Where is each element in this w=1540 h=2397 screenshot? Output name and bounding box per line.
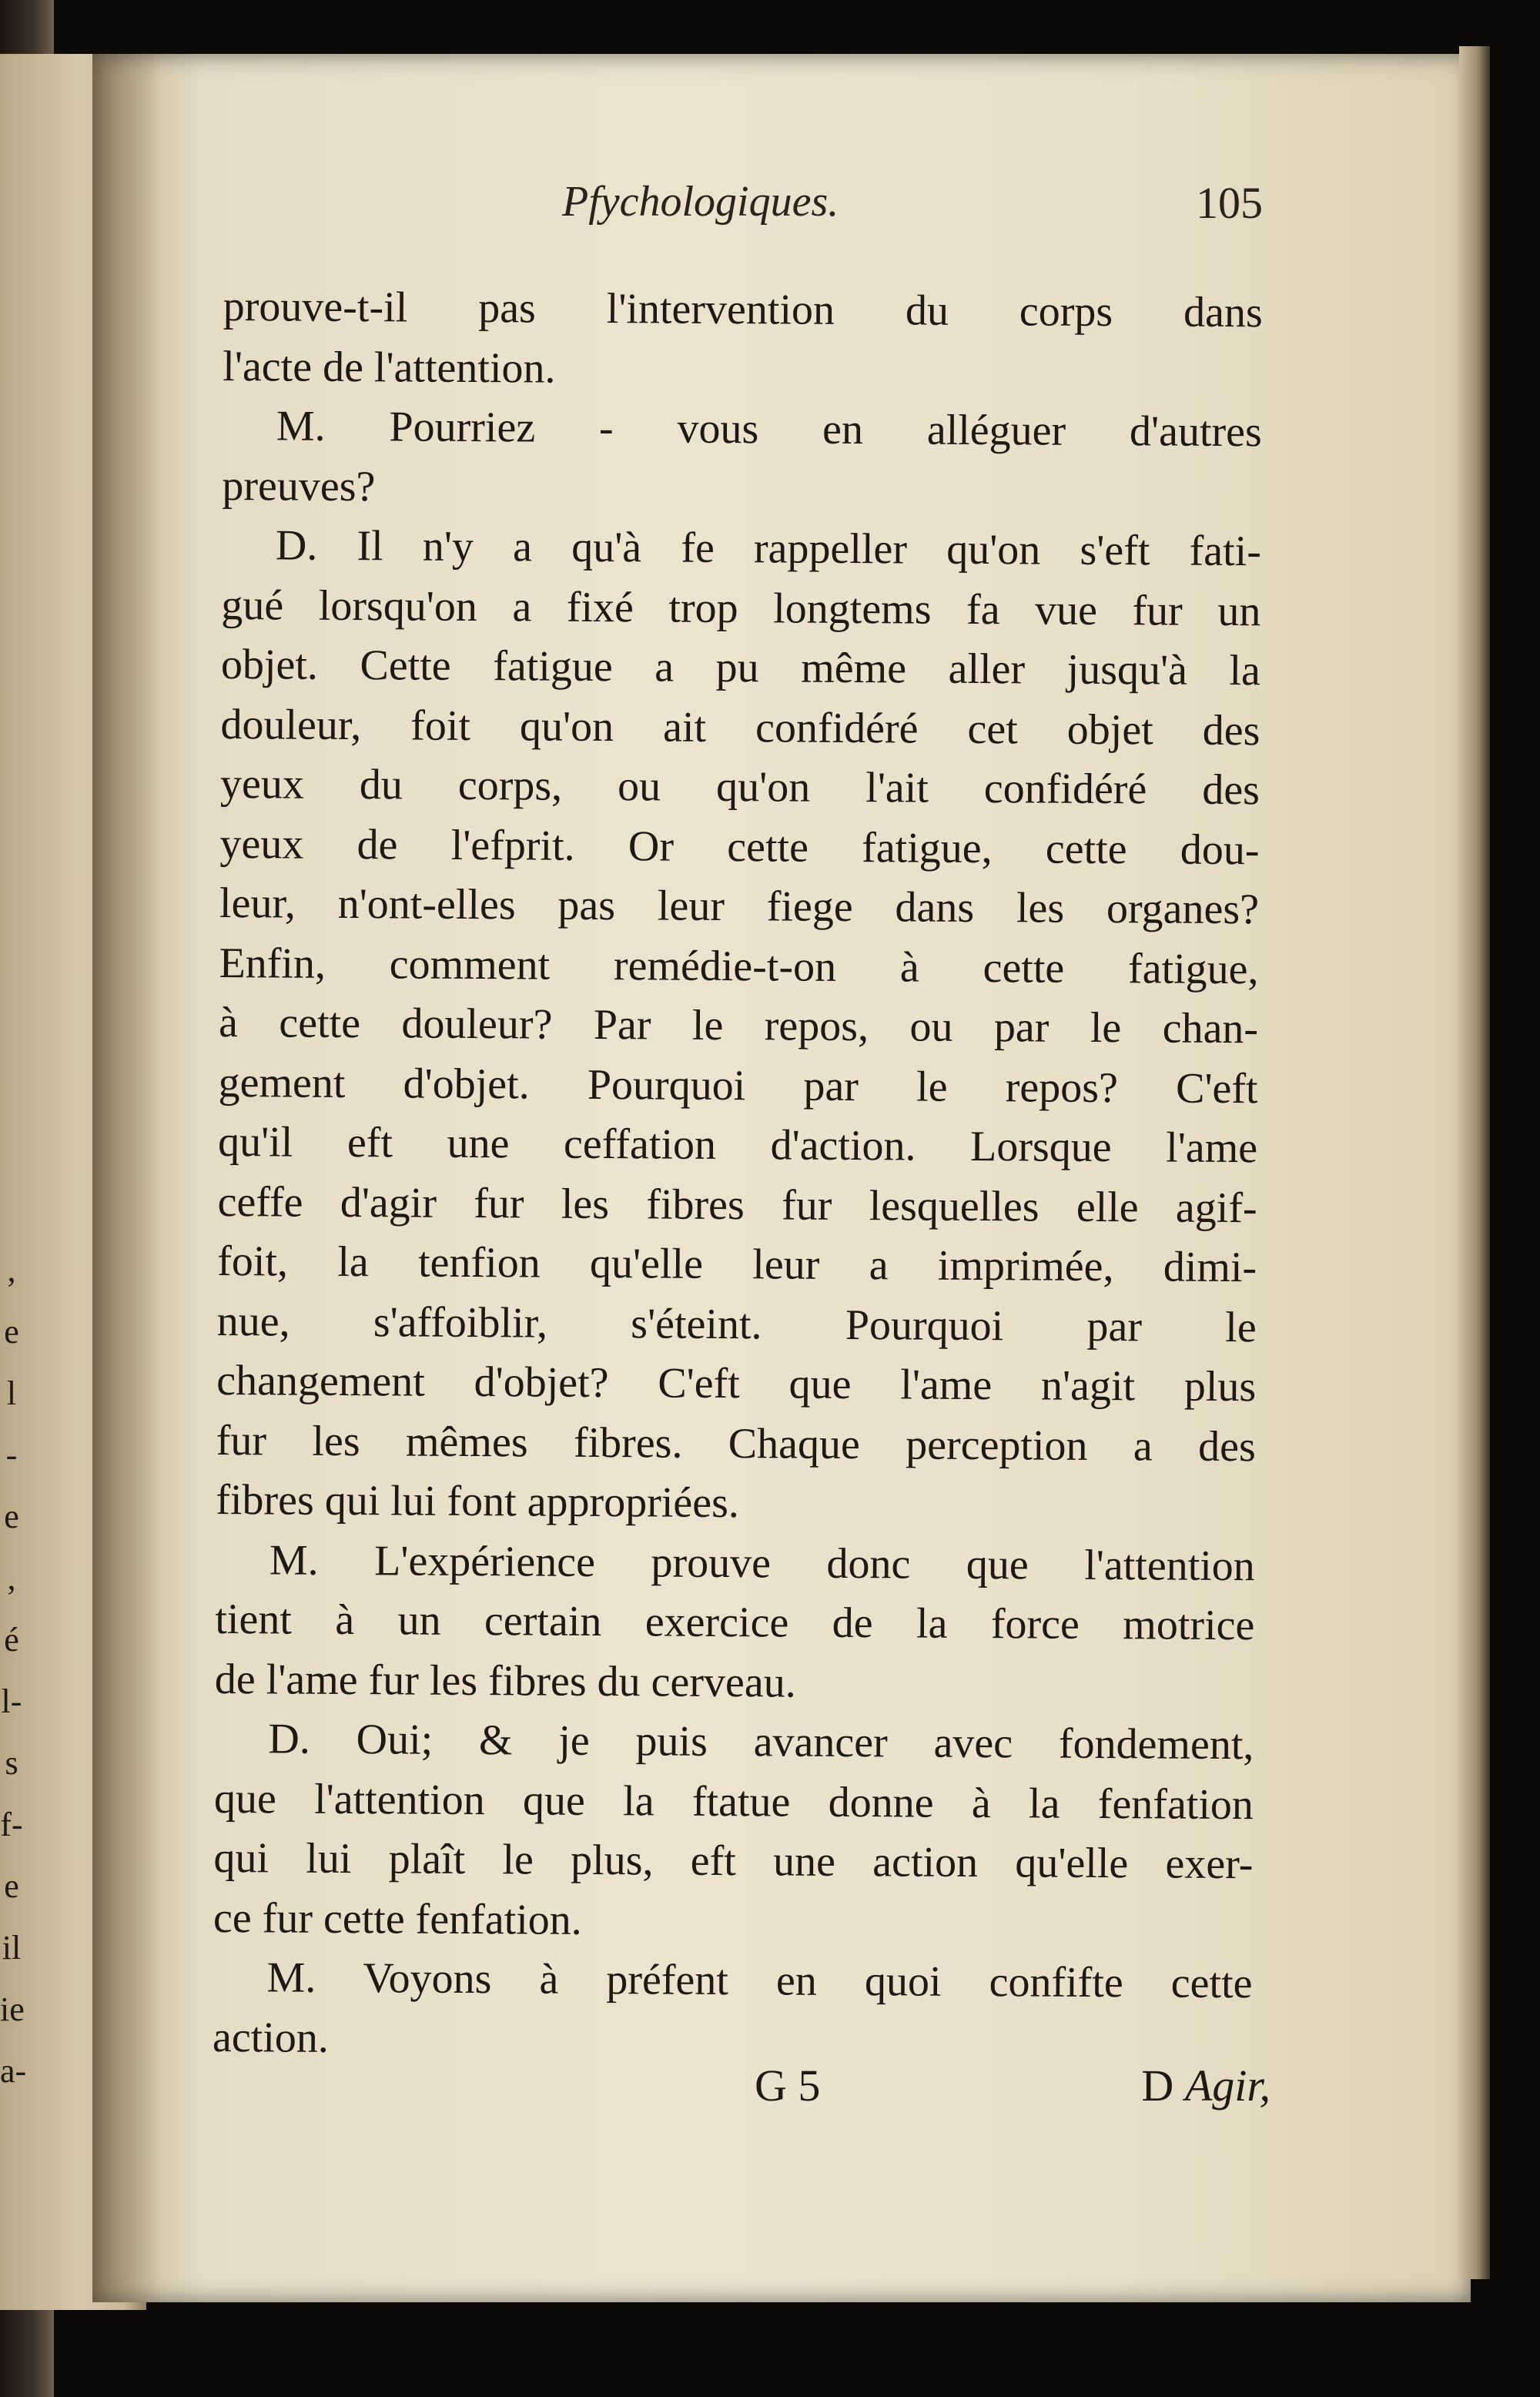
text-line: que l'attention que la ftatue donne à la fenfation — [213, 1774, 1254, 1829]
text-line: gement d'objet. Pourquoi par le repos? C'eft — [218, 1058, 1258, 1113]
text-line: foit, la tenfion qu'elle leur a imprimée, dimi- — [217, 1237, 1257, 1292]
catchword — [1141, 2060, 1270, 2111]
left-page-margin-fragments — [0, 1240, 27, 2102]
text-line: yeux du corps, ou qu'on l'ait confidéré des — [219, 759, 1260, 815]
page-gutter-shadow — [92, 54, 162, 2302]
signature-mark: G 5 — [755, 2061, 821, 2111]
text-line: fur les mêmes fibres. Chaque perception a des — [216, 1416, 1256, 1471]
text-line: douleur, foit qu'on ait confidéré cet objet des — [220, 700, 1260, 755]
margin-fragment: e — [4, 1867, 19, 1905]
page-body-text — [213, 277, 1263, 2074]
margin-fragment: - — [5, 1436, 18, 1474]
text-line: D. Il n'y a qu'à fe rappeller qu'on s'eft fati- — [275, 521, 1262, 576]
text-line: fibres qui lui font appropriées. — [216, 1475, 740, 1528]
text-line: M. Pourriez - vous en alléguer d'autres — [276, 402, 1262, 457]
margin-fragment: e — [4, 1498, 19, 1535]
margin-fragment: , — [7, 1559, 16, 1597]
text-line: Enfin, comment remédie-t-on à cette fatigue, — [219, 939, 1259, 993]
margin-fragment: , — [7, 1251, 16, 1289]
catchword-word: Agir, — [1184, 2061, 1270, 2111]
text-line: gué lorsqu'on a fixé trop longtems fa vue fur un — [221, 581, 1261, 635]
text-line: ceffe d'agir fur les fibres fur lesquelles elle agif- — [217, 1177, 1257, 1232]
text-line: objet. Cette fatigue a pu même aller jusqu'à la — [220, 640, 1261, 695]
text-line: yeux de l'efprit. Or cette fatigue, cette dou- — [219, 819, 1260, 874]
page-number: 105 — [1196, 178, 1263, 228]
text-line: l'acte de l'attention. — [223, 342, 556, 393]
text-line: nue, s'affoiblir, s'éteint. Pourquoi par le — [216, 1297, 1257, 1351]
text-line: de l'ame fur les fibres du cerveau. — [214, 1655, 796, 1707]
text-line: tient à un certain exercice de la force motrice — [215, 1595, 1255, 1650]
catchword-letter: D — [1141, 2061, 1174, 2111]
page-edge — [1459, 46, 1490, 2279]
text-line: M. L'expérience prouve donc que l'attention — [269, 1535, 1255, 1590]
page-header — [562, 177, 1263, 231]
text-line: changement d'objet? C'eft que l'ame n'agit plus — [216, 1356, 1257, 1411]
margin-fragment: e — [4, 1313, 19, 1351]
page-footer — [755, 2060, 1270, 2114]
margin-fragment: é — [4, 1621, 19, 1659]
margin-fragment: il — [2, 1929, 22, 1967]
text-line: action. — [212, 2013, 330, 2062]
margin-fragment: a- — [0, 2052, 27, 2090]
text-line: M. Voyons à préfent en quoi confifte cette — [266, 1953, 1253, 2008]
margin-fragment: l — [6, 1374, 17, 1412]
running-title: Pfychologiques. — [562, 178, 839, 226]
text-line: leur, n'ont-elles pas leur fiege dans les organes? — [219, 879, 1260, 934]
margin-fragment: l- — [1, 1682, 22, 1720]
text-line: preuves? — [222, 461, 376, 511]
text-line: qui lui plaît le plus, eft une action qu'elle exer- — [213, 1833, 1254, 1889]
margin-fragment: f- — [0, 1806, 23, 1843]
text-line: ce fur cette fenfation. — [213, 1893, 582, 1944]
text-line: qu'il eft une ceffation d'action. Lorsque l'ame — [217, 1117, 1258, 1173]
text-line: D. Oui; & je puis avancer avec fondement, — [268, 1715, 1254, 1769]
text-line: prouve-t-il pas l'intervention du corps dans — [223, 282, 1263, 337]
margin-fragment: ie — [0, 1990, 25, 2028]
text-line: à cette douleur? Par le repos, ou par le chan- — [218, 998, 1259, 1053]
margin-fragment: s — [5, 1744, 18, 1782]
